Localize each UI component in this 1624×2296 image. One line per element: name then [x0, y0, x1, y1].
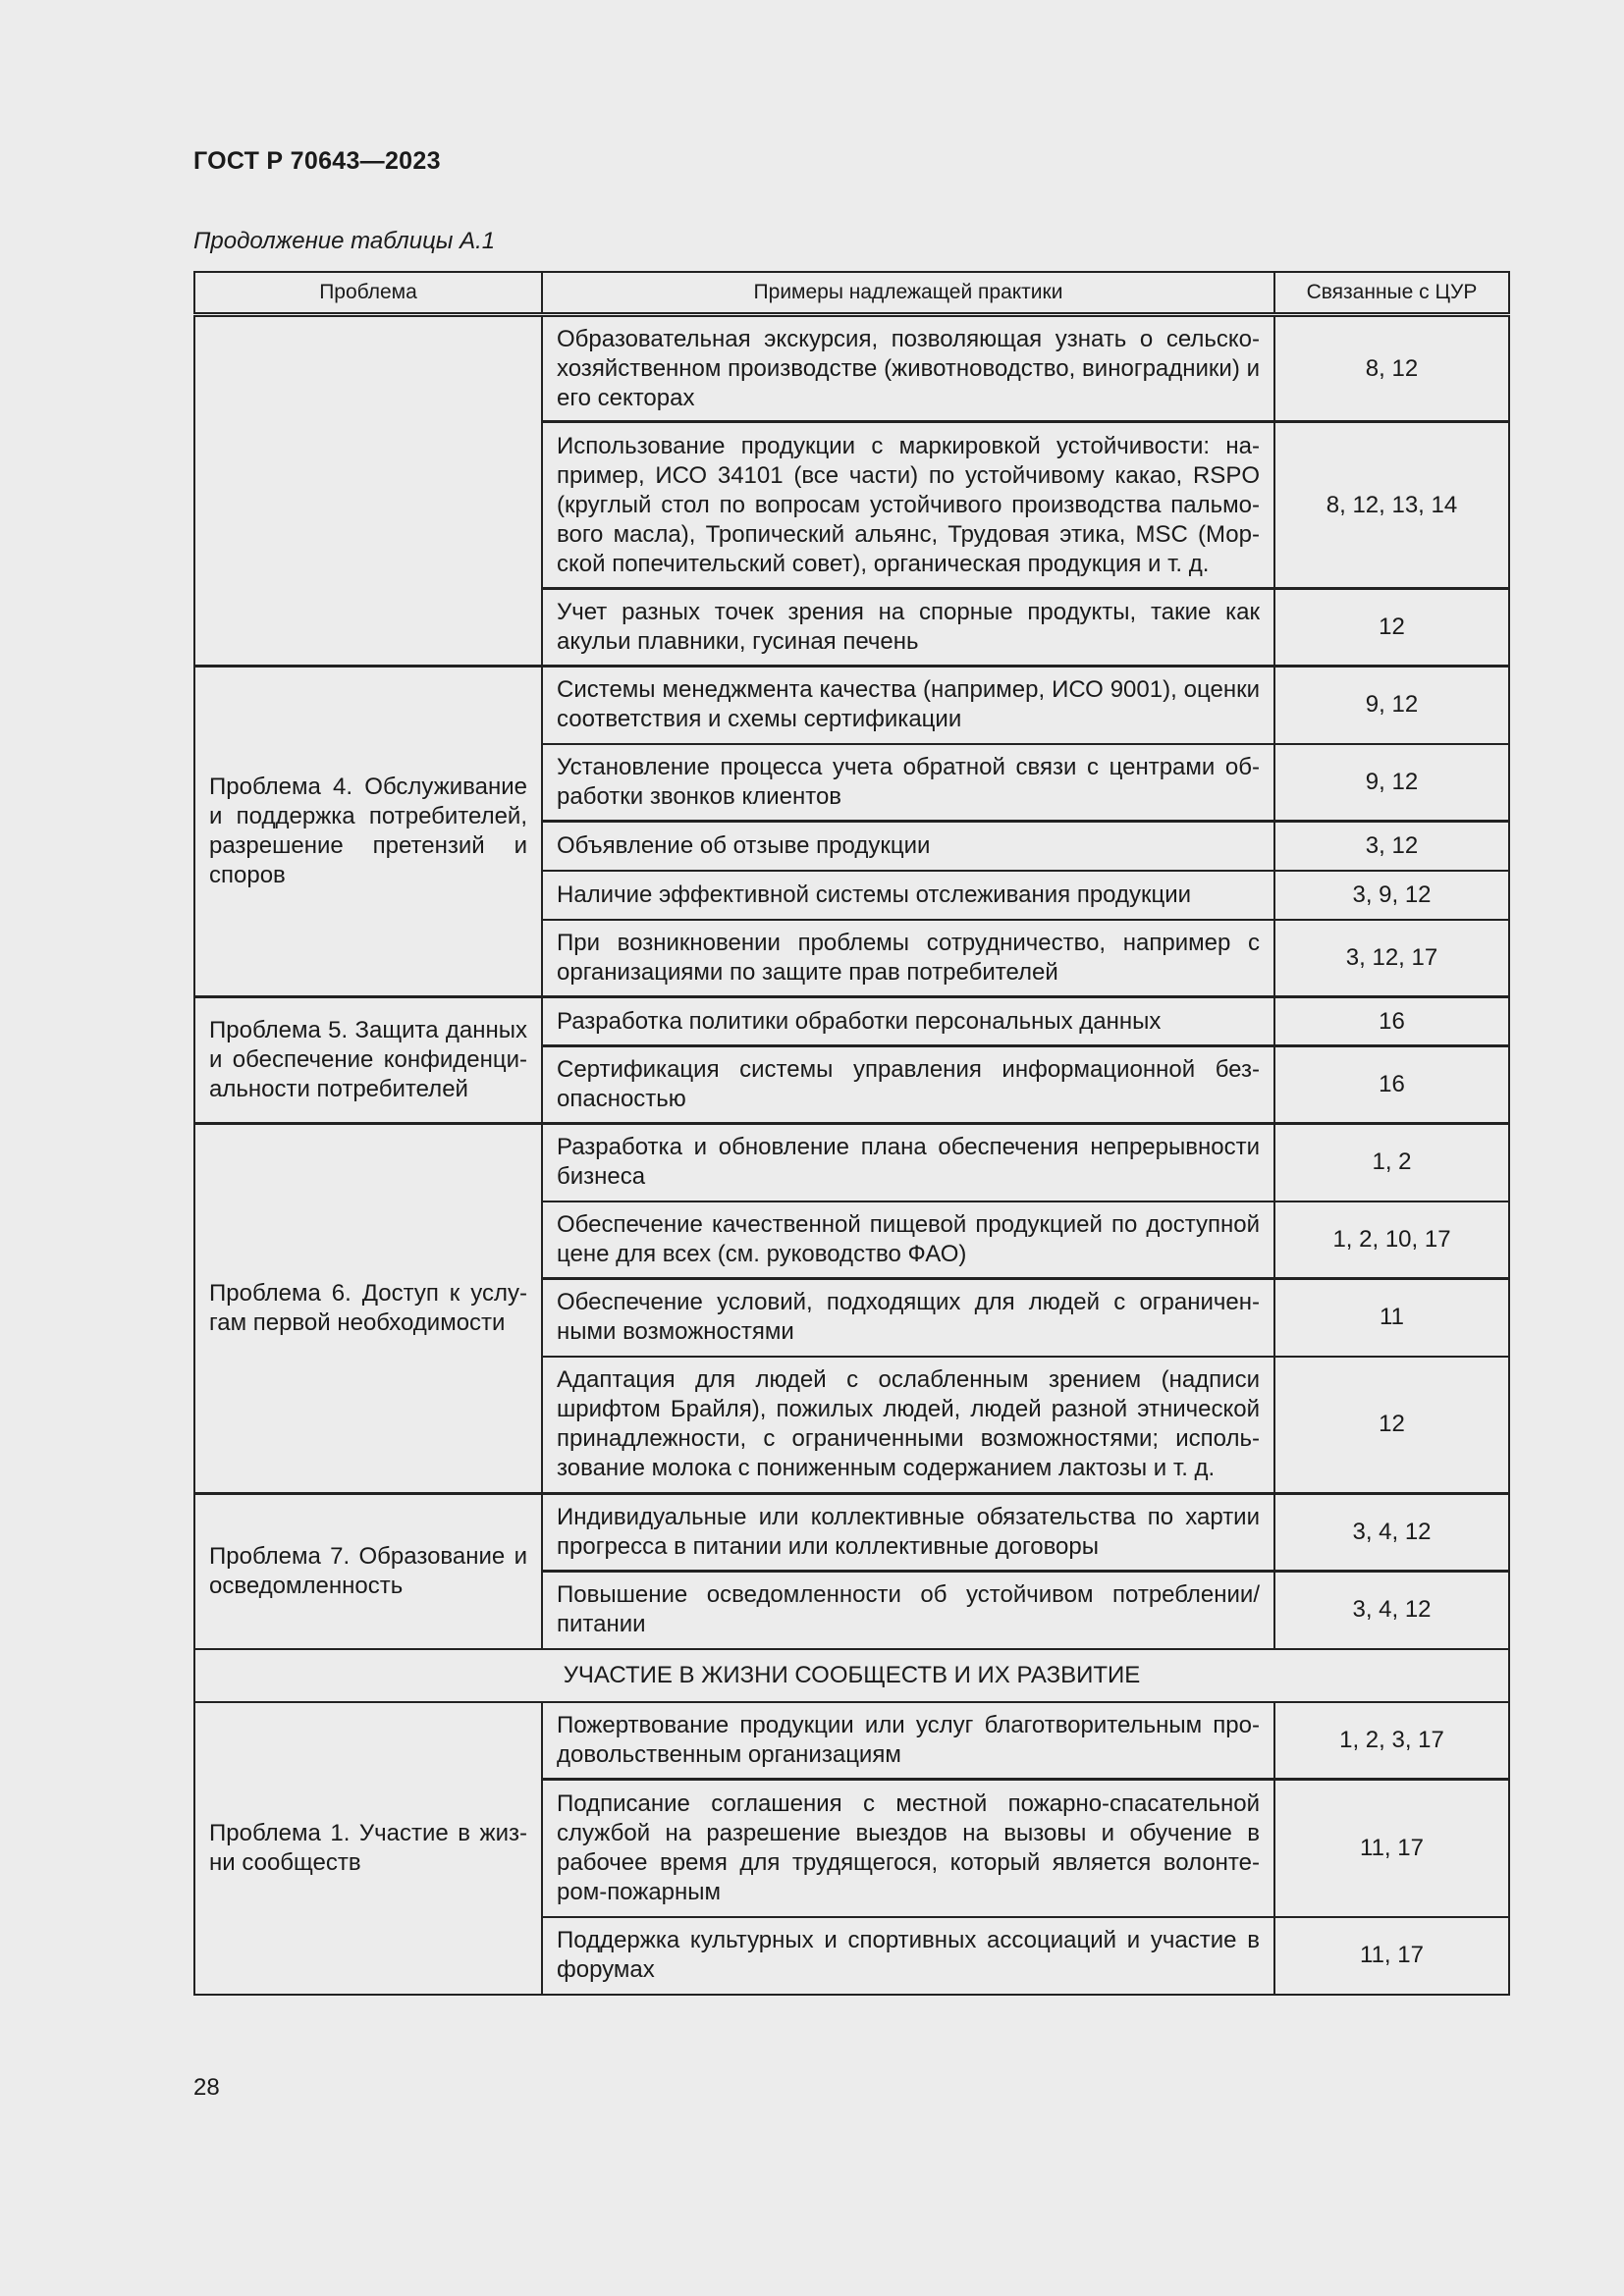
sdg-cell: 8, 12	[1274, 315, 1509, 422]
practice-cell: Наличие эффективной системы отслеживания продукции	[542, 871, 1274, 920]
practice-cell: Объявление об отзыве продукции	[542, 822, 1274, 871]
sdg-cell: 3, 9, 12	[1274, 871, 1509, 920]
table-header-row	[194, 272, 1509, 315]
problem-cell: Проблема 4. Обслуживание и поддержка потребителей, разрешение претензий и споров	[194, 667, 542, 997]
document-id: ГОСТ Р 70643—2023	[193, 147, 441, 175]
sdg-cell: 11, 17	[1274, 1917, 1509, 1995]
section-row	[194, 1649, 1509, 1702]
problem-cell	[194, 315, 542, 667]
practices-table	[193, 271, 1510, 1996]
practice-cell: Подписание соглашения с местной пожарно-спасательной службой на разрешение выездов на вызовы и обучение в рабочее время для трудящегося, который является волонтером-пожарным	[542, 1780, 1274, 1917]
column-header-problem: Проблема	[194, 272, 542, 315]
practice-cell: Разработка политики обработки персональных данных	[542, 997, 1274, 1046]
practice-cell: Образовательная экскурсия, позволяющая узнать о сельскохозяйственном производстве (животноводство, виноградники) и его секторах	[542, 315, 1274, 422]
sdg-cell: 3, 12, 17	[1274, 920, 1509, 997]
practice-cell: При возникновении проблемы сотрудничество, например с организациями по защите прав потребителей	[542, 920, 1274, 997]
problem-cell: Проблема 5. Защита данных и обеспечение конфиденциальности потребителей	[194, 997, 542, 1124]
table-row	[194, 667, 1509, 744]
sdg-cell: 12	[1274, 589, 1509, 667]
problem-cell: Проблема 6. Доступ к услугам первой необходимости	[194, 1124, 542, 1494]
practice-cell: Обеспечение условий, подходящих для людей с ограниченными возможностями	[542, 1279, 1274, 1357]
practice-cell: Системы менеджмента качества (например, ИСО 9001), оценки соответствия и схемы сертификации	[542, 667, 1274, 744]
practice-cell: Разработка и обновление плана обеспечения непрерывности бизнеса	[542, 1124, 1274, 1201]
practice-cell: Установление процесса учета обратной связи с центрами обработки звонков клиентов	[542, 744, 1274, 822]
section-heading: УЧАСТИЕ В ЖИЗНИ СООБЩЕСТВ И ИХ РАЗВИТИЕ	[194, 1649, 1509, 1702]
practice-cell: Поддержка культурных и спортивных ассоциаций и участие в форумах	[542, 1917, 1274, 1995]
sdg-cell: 16	[1274, 1046, 1509, 1124]
sdg-cell: 9, 12	[1274, 744, 1509, 822]
practice-cell: Адаптация для людей с ослабленным зрением (надписи шрифтом Брайля), пожилых людей, людей разной этнической принадлежности, с ограниченными возможностями; использование молока с пониженным содержанием лактозы и т. д.	[542, 1357, 1274, 1494]
table-row	[194, 997, 1509, 1046]
practice-cell: Повышение осведомленности об устойчивом потреблении/ питании	[542, 1572, 1274, 1649]
sdg-cell: 11, 17	[1274, 1780, 1509, 1917]
table-row	[194, 315, 1509, 422]
practice-cell: Индивидуальные или коллективные обязательства по хартии прогресса в питании или коллективные договоры	[542, 1494, 1274, 1572]
column-header-practice: Примеры надлежащей практики	[542, 272, 1274, 315]
table-row	[194, 1494, 1509, 1572]
practice-cell: Сертификация системы управления информационной безопасностью	[542, 1046, 1274, 1124]
sdg-cell: 11	[1274, 1279, 1509, 1357]
sdg-cell: 1, 2, 3, 17	[1274, 1702, 1509, 1780]
sdg-cell: 3, 12	[1274, 822, 1509, 871]
sdg-cell: 16	[1274, 997, 1509, 1046]
page-number: 28	[193, 2074, 220, 2101]
sdg-cell: 3, 4, 12	[1274, 1494, 1509, 1572]
table-row	[194, 1702, 1509, 1780]
problem-cell: Проблема 7. Образование и осведомленность	[194, 1494, 542, 1649]
column-header-sdg: Связанные с ЦУР	[1274, 272, 1509, 315]
practice-cell: Учет разных точек зрения на спорные продукты, такие как акульи плавники, гусиная печень	[542, 589, 1274, 667]
table-caption: Продолжение таблицы А.1	[193, 228, 496, 254]
sdg-cell: 1, 2	[1274, 1124, 1509, 1201]
problem-cell: Проблема 1. Участие в жизни сообществ	[194, 1702, 542, 1995]
practice-cell: Обеспечение качественной пищевой продукцией по доступной цене для всех (см. руководство ФАО)	[542, 1201, 1274, 1279]
table-row	[194, 1124, 1509, 1201]
sdg-cell: 8, 12, 13, 14	[1274, 422, 1509, 589]
sdg-cell: 9, 12	[1274, 667, 1509, 744]
practice-cell: Использование продукции с маркировкой устойчивости: например, ИСО 34101 (все части) по устойчивому какао, RSPO (круглый стол по вопросам устойчивого производства пальмового масла), Тропический альянс, Трудовая этика, MSC (Морской попечительский совет), органическая продукция и т. д.	[542, 422, 1274, 589]
sdg-cell: 1, 2, 10, 17	[1274, 1201, 1509, 1279]
sdg-cell: 12	[1274, 1357, 1509, 1494]
practice-cell: Пожертвование продукции или услуг благотворительным продовольственным организациям	[542, 1702, 1274, 1780]
sdg-cell: 3, 4, 12	[1274, 1572, 1509, 1649]
